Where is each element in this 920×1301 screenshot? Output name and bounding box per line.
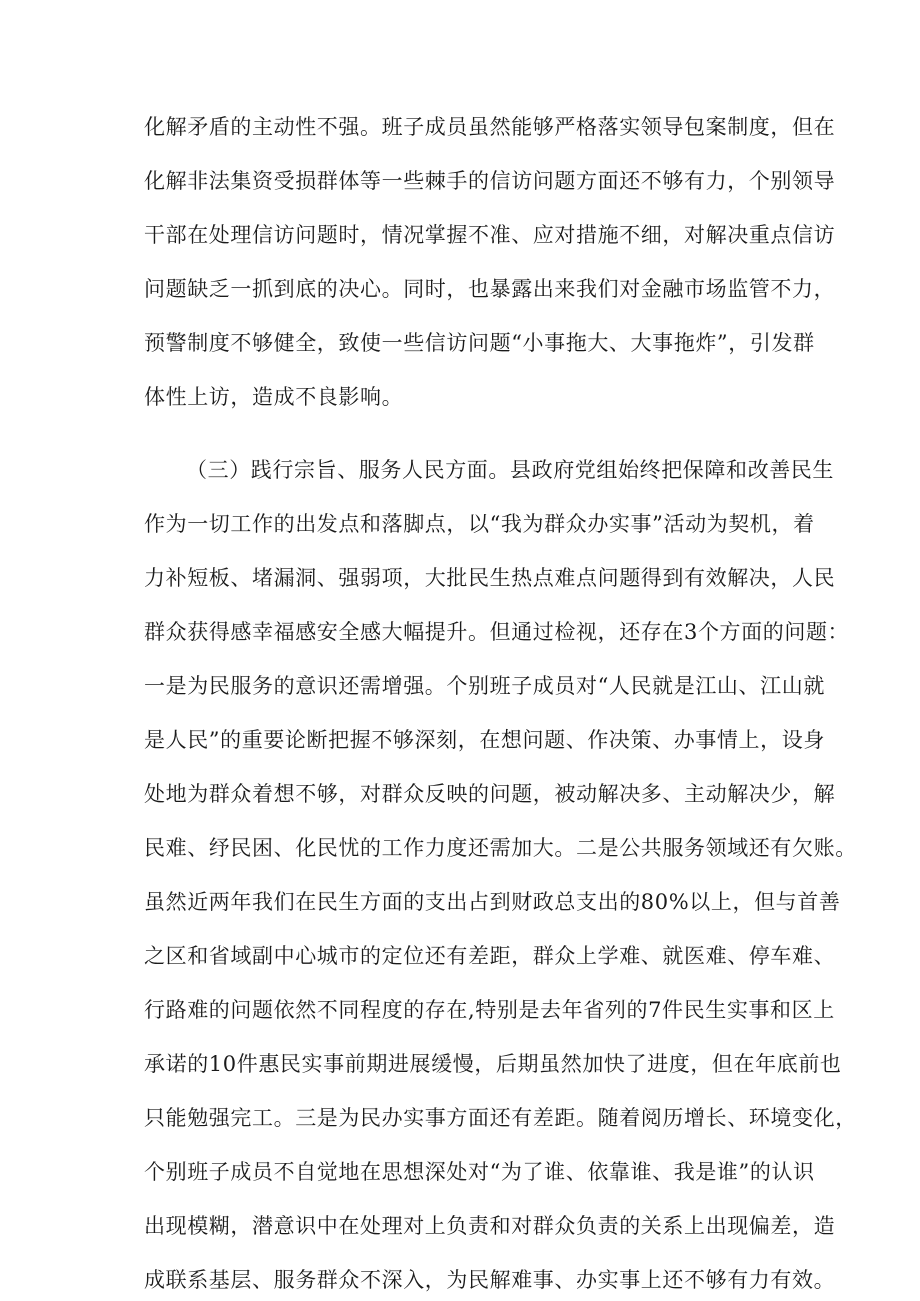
paragraph-2-line-13: 只能勉强完工。三是为民办实事方面还有差距。随着阅历增长、环境变化， bbox=[144, 1106, 857, 1130]
paragraph-1-line-4: 问题缺乏一抓到底的决心。同时，也暴露出来我们对金融市场监管不力， bbox=[144, 277, 836, 301]
paragraph-1-line-5: 预警制度不够健全，致使一些信访问题“小事拖大、大事拖炸”，引发群 bbox=[144, 331, 815, 355]
paragraph-2-line-6: 是人民”的重要论断把握不够深刻，在想问题、作决策、办事情上，设身 bbox=[144, 728, 825, 752]
paragraph-1-line-1: 化解矛盾的主动性不强。班子成员虽然能够严格落实领导包案制度，但在 bbox=[144, 115, 836, 139]
paragraph-2-line-14: 个别班子成员不自觉地在思想深处对“为了谁、依靠谁、我是谁”的认识 bbox=[144, 1160, 815, 1184]
paragraph-2-line-11: 行路难的问题依然不同程度的存在,特别是去年省列的7件民生实事和区上 bbox=[144, 998, 835, 1022]
paragraph-2-line-2: 作为一切工作的出发点和落脚点，以“我为群众办实事”活动为契机，着 bbox=[144, 512, 815, 536]
paragraph-2-line-1: （三）践行宗旨、服务人民方面。县政府党组始终把保障和改善民生 bbox=[186, 458, 834, 482]
paragraph-2-line-9: 虽然近两年我们在民生方面的支出占到财政总支出的80%以上，但与首善 bbox=[144, 890, 841, 914]
paragraph-1-line-3: 干部在处理信访问题时，情况掌握不准、应对措施不细，对解决重点信访 bbox=[144, 223, 836, 247]
paragraph-2-line-5: 一是为民服务的意识还需增强。个别班子成员对“人民就是江山、江山就 bbox=[144, 674, 825, 698]
paragraph-2-line-3: 力补短板、堵漏洞、强弱项，大批民生热点难点问题得到有效解决，人民 bbox=[144, 566, 836, 590]
paragraph-2-line-16: 成联系基层、服务群众不深入，为民解难事、办实事上还不够有力有效。 bbox=[144, 1268, 836, 1292]
paragraph-2-line-15: 出现模糊，潜意识中在处理对上负责和对群众负责的关系上出现偏差，造 bbox=[144, 1214, 836, 1238]
paragraph-2-line-4: 群众获得感幸福感安全感大幅提升。但通过检视，还存在3个方面的问题： bbox=[144, 620, 850, 644]
paragraph-1-line-2: 化解非法集资受损群体等一些棘手的信访问题方面还不够有力，个别领导 bbox=[144, 169, 836, 193]
paragraph-2-line-10: 之区和省域副中心城市的定位还有差距，群众上学难、就医难、停车难、 bbox=[144, 944, 836, 968]
paragraph-2-line-7: 处地为群众着想不够，对群众反映的问题，被动解决多、主动解决少，解 bbox=[144, 782, 836, 806]
paragraph-2-line-8: 民难、纾民困、化民忧的工作力度还需加大。二是公共服务领域还有欠账。 bbox=[144, 836, 857, 860]
paragraph-1-line-6: 体性上访，造成不良影响。 bbox=[144, 385, 404, 409]
paragraph-2-line-12: 承诺的10件惠民实事前期进展缓慢，后期虽然加快了进度，但在年底前也 bbox=[144, 1052, 842, 1076]
